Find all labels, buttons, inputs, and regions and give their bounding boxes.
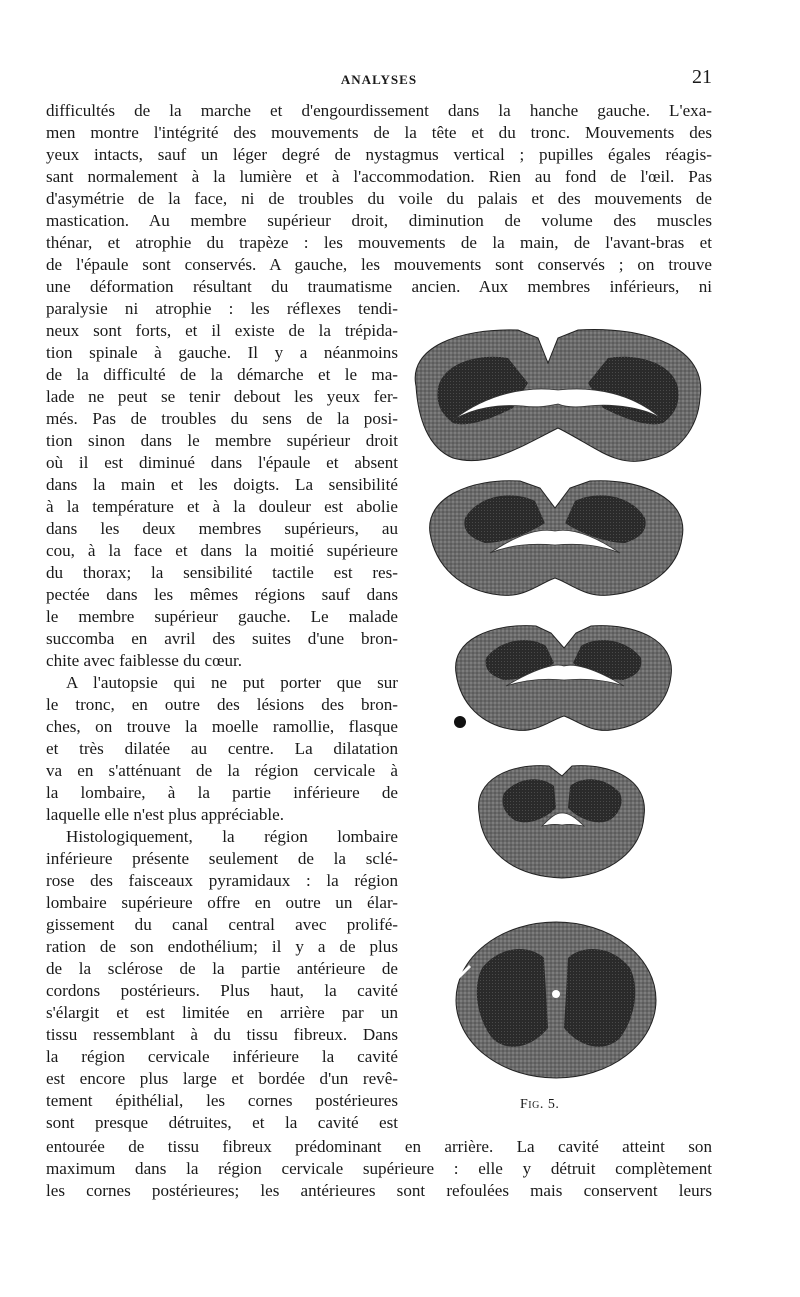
page-header bbox=[46, 66, 712, 90]
text-line: difficultés de la marche et d'engourdissement dans la hanche gauche. L'exa- bbox=[46, 101, 712, 120]
text-line: entourée de tissu fibreux prédominant en arrière. La cavité atteint son bbox=[46, 1137, 712, 1156]
text-line: gissement du canal central avec prolifé- bbox=[46, 915, 398, 934]
text-line: s'élargit et est limitée en arrière par un bbox=[46, 1003, 398, 1022]
text-line: laquelle elle n'est plus appréciable. bbox=[46, 805, 285, 824]
text-line: tement épithélial, les cornes postérieures bbox=[46, 1091, 398, 1110]
text-line: sont presque détruites, et la cavité est bbox=[46, 1113, 398, 1132]
text-line: le membre supérieur gauche. Le malade bbox=[46, 607, 398, 626]
paragraph-bottom bbox=[46, 1136, 712, 1202]
text-line: à la température et à la douleur est abolie bbox=[46, 497, 398, 516]
text-line: tion sinon dans le membre supérieur droit bbox=[46, 431, 398, 450]
text-line: dans la main et les doigts. La sensibilité bbox=[46, 475, 398, 494]
text-line: de l'épaule sont conservés. A gauche, les mouvements sont conservés ; on trouve bbox=[46, 255, 712, 274]
paragraph-top bbox=[46, 100, 712, 298]
text-line: tissu ressemblant à du tissu fibreux. Dans bbox=[46, 1025, 398, 1044]
text-line: lade ne peut se tenir debout les yeux fer- bbox=[46, 387, 398, 406]
text-line: A l'autopsie qui ne put porter que sur bbox=[66, 673, 398, 692]
text-line: la région cervicale inférieure la cavité bbox=[46, 1047, 398, 1066]
text-line: une déformation résultant du traumatisme ancien. Aux membres inférieurs, ni bbox=[46, 277, 712, 296]
section-1 bbox=[415, 330, 701, 462]
text-line: et très dilatée au centre. La dilatation bbox=[46, 739, 398, 758]
text-line: paralysie ni atrophie : les réflexes tendi- bbox=[46, 299, 398, 318]
text-line: men montre l'intégrité des mouvements de la tête et du tronc. Mouvements des bbox=[46, 123, 712, 142]
text-line: de la difficulté de la démarche et le ma- bbox=[46, 365, 398, 384]
figure-illustration bbox=[398, 308, 716, 1098]
text-line: ration de son endothélium; il y a de plus bbox=[46, 937, 398, 956]
text-line: cordons postérieurs. Plus haut, la cavité bbox=[46, 981, 398, 1000]
text-line: les cornes postérieures; les antérieures sont refoulées mais conservent leurs bbox=[46, 1181, 712, 1200]
section-4 bbox=[479, 766, 645, 878]
text-line: du thorax; la sensibilité tactile est res- bbox=[46, 563, 398, 582]
figure-spinal-cord-sections bbox=[398, 308, 716, 1128]
text-line: rose des faisceaux pyramidaux : la région bbox=[46, 871, 398, 890]
running-title: ANALYSES bbox=[340, 72, 418, 87]
figure-caption: Fig. 5. bbox=[520, 1097, 560, 1112]
text-line: maximum dans la région cervicale supérieure : elle y détruit complètement bbox=[46, 1159, 712, 1178]
text-line: Histologiquement, la région lombaire bbox=[66, 827, 398, 846]
text-line: de la sclérose de la partie antérieure de bbox=[46, 959, 398, 978]
text-line: mastication. Au membre supérieur droit, diminution de volume des muscles bbox=[46, 211, 712, 230]
text-line: neux sont forts, et il existe de la trépida- bbox=[46, 321, 398, 340]
text-line: succomba en avril des suites d'une bron- bbox=[46, 629, 398, 648]
text-line: est encore plus large et bordée d'un revê- bbox=[46, 1069, 398, 1088]
text-line: sant normalement à la lumière et à l'accommodation. Rien au fond de l'œil. Pas bbox=[46, 167, 712, 186]
text-line: chite avec faiblesse du cœur. bbox=[46, 651, 243, 670]
text-line: cou, à la face et dans la moitié supérieure bbox=[46, 541, 398, 560]
text-line: la lombaire, à la partie inférieure de bbox=[46, 783, 398, 802]
text-line: ches, on trouve la moelle ramollie, flasque bbox=[46, 717, 398, 736]
text-line: d'asymétrie de la face, ni de troubles du voile du palais et des mouvements de bbox=[46, 189, 712, 208]
text-line: thénar, et atrophie du trapèze : les mouvements de la main, de l'avant-bras et bbox=[46, 233, 712, 252]
text-line: lombaire supérieure offre en outre un élar- bbox=[46, 893, 398, 912]
text-line: où il est diminué dans l'épaule et absent bbox=[46, 453, 398, 472]
text-line: tion spinale à gauche. Il y a néanmoins bbox=[46, 343, 398, 362]
text-line: le tronc, en outre des lésions des bron- bbox=[46, 695, 398, 714]
text-line: dans les deux membres supérieurs, au bbox=[46, 519, 398, 538]
text-line: inférieure présente seulement de la sclé- bbox=[46, 849, 398, 868]
section-5 bbox=[456, 922, 656, 1078]
section-2 bbox=[430, 481, 683, 596]
text-line: més. Pas de troubles du sens de la posi- bbox=[46, 409, 398, 428]
text-line: va en s'atténuant de la région cervicale à bbox=[46, 761, 398, 780]
page-number: 21 bbox=[692, 66, 712, 88]
section-3 bbox=[454, 626, 671, 731]
text-line: pectée dans les mêmes régions sauf dans bbox=[46, 585, 398, 604]
text-line: yeux intacts, sauf un léger degré de nystagmus vertical ; pupilles égales réagis- bbox=[46, 145, 712, 164]
left-column-text bbox=[46, 298, 398, 1134]
